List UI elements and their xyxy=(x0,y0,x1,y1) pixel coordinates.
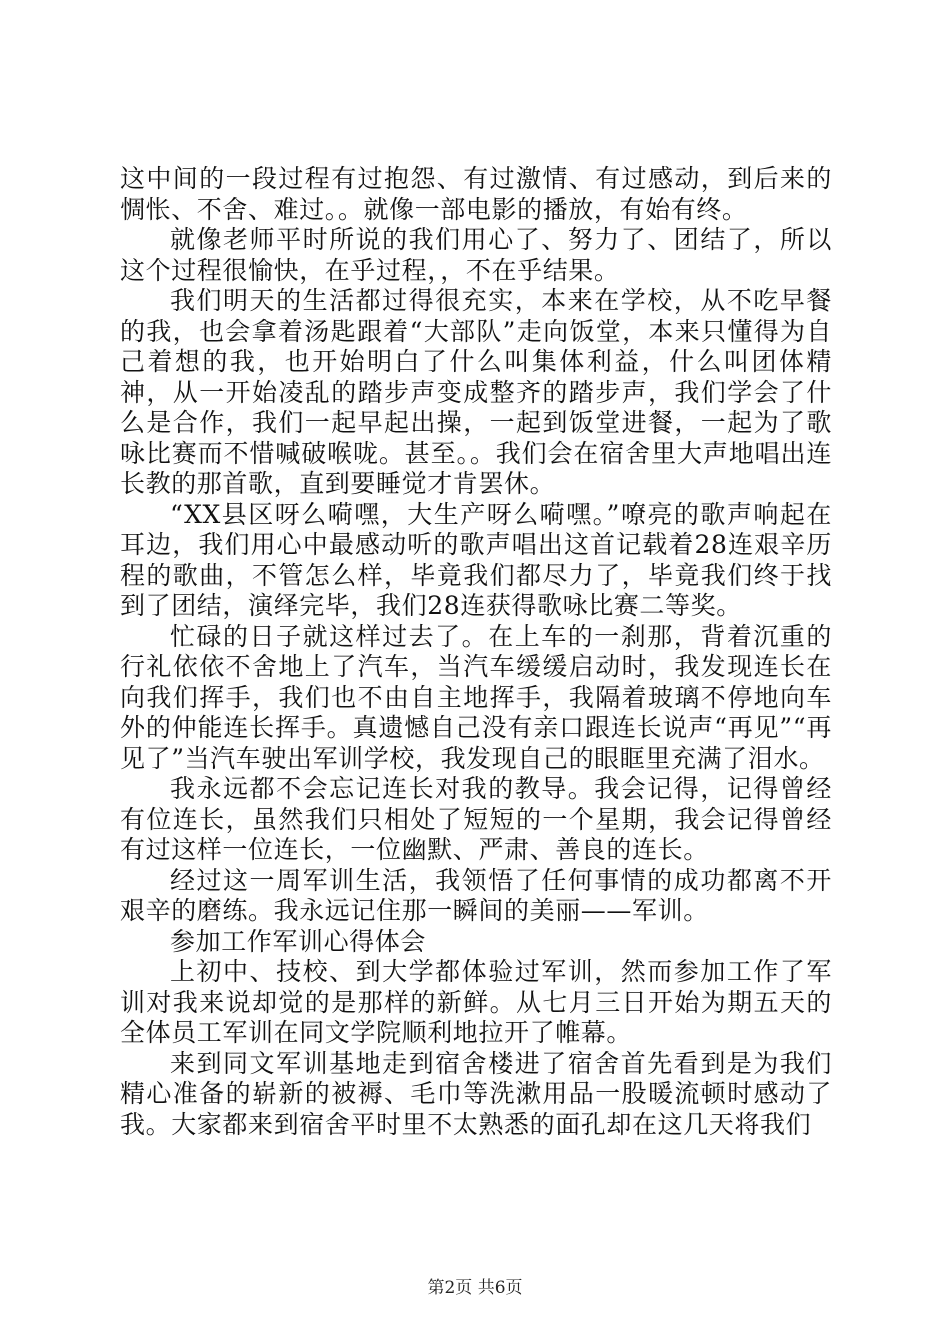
paragraph: “XX县区呀么嗬嘿，大生产呀么嗬嘿。”嘹亮的歌声响起在耳边，我们用心中最感动听的歌声唱出这首记载着28连艰辛历程的歌曲，不管怎么样，毕竟我们都尽力了，毕竟我们终于找到了团结，演绎完毕，我们28连获得歌咏比赛二等奖。 xyxy=(120,499,832,620)
paragraph-continuation: 这中间的一段过程有过抱怨、有过激情、有过感动，到后来的惆怅、不舍、难过。。就像一部电影的播放，有始有终。 xyxy=(120,164,832,224)
paragraph: 来到同文军训基地走到宿舍楼进了宿舍首先看到是为我们精心准备的崭新的被褥、毛巾等洗漱用品一股暖流顿时感动了我。大家都来到宿舍平时里不太熟悉的面孔却在这几天将我们 xyxy=(120,1048,832,1139)
document-body xyxy=(120,164,832,1140)
paragraph: 忙碌的日子就这样过去了。在上车的一刹那，背着沉重的行礼依依不舍地上了汽车，当汽车缓缓启动时，我发现连长在向我们挥手，我们也不由自主地挥手，我隔着玻璃不停地向车外的仲能连长挥手。真遗憾自己没有亲口跟连长说声“再见”“再见了”当汽车驶出军训学校，我发现自己的眼眶里充满了泪水。 xyxy=(120,621,832,773)
paragraph: 就像老师平时所说的我们用心了、努力了、团结了，所以这个过程很愉快，在乎过程，，不在乎结果。 xyxy=(120,225,832,285)
paragraph: 上初中、技校、到大学都体验过军训，然而参加工作了军训对我来说却觉的是那样的新鲜。从七月三日开始为期五天的全体员工军训在同文学院顺利地拉开了帷幕。 xyxy=(120,957,832,1047)
paragraph: 我永远都不会忘记连长对我的教导。我会记得，记得曾经有位连长，虽然我们只相处了短短的一个星期，我会记得曾经有过这样一位连长，一位幽默、严肃、善良的连长。 xyxy=(120,774,832,864)
paragraph: 我们明天的生活都过得很充实，本来在学校，从不吃早餐的我，也会拿着汤匙跟着“大部队”走向饭堂，本来只懂得为自己着想的我，也开始明白了什么叫集体利益，什么叫团体精神，从一开始凌乱的踏步声变成整齐的踏步声，我们学会了什么是合作，我们一起早起出操，一起到饭堂进餐，一起为了歌咏比赛而不惜喊破喉咙。甚至。。我们会在宿舍里大声地唱出连长教的那首歌，直到要睡觉才肯罢休。 xyxy=(120,286,832,498)
page-number-label: 第2页 共6页 xyxy=(427,1278,523,1298)
section-heading: 参加工作军训心得体会 xyxy=(170,926,427,956)
page-footer xyxy=(0,1277,950,1299)
paragraph: 经过这一周军训生活，我领悟了任何事情的成功都离不开艰辛的磨练。我永远记住那一瞬间的美丽——军训。 xyxy=(120,865,832,925)
